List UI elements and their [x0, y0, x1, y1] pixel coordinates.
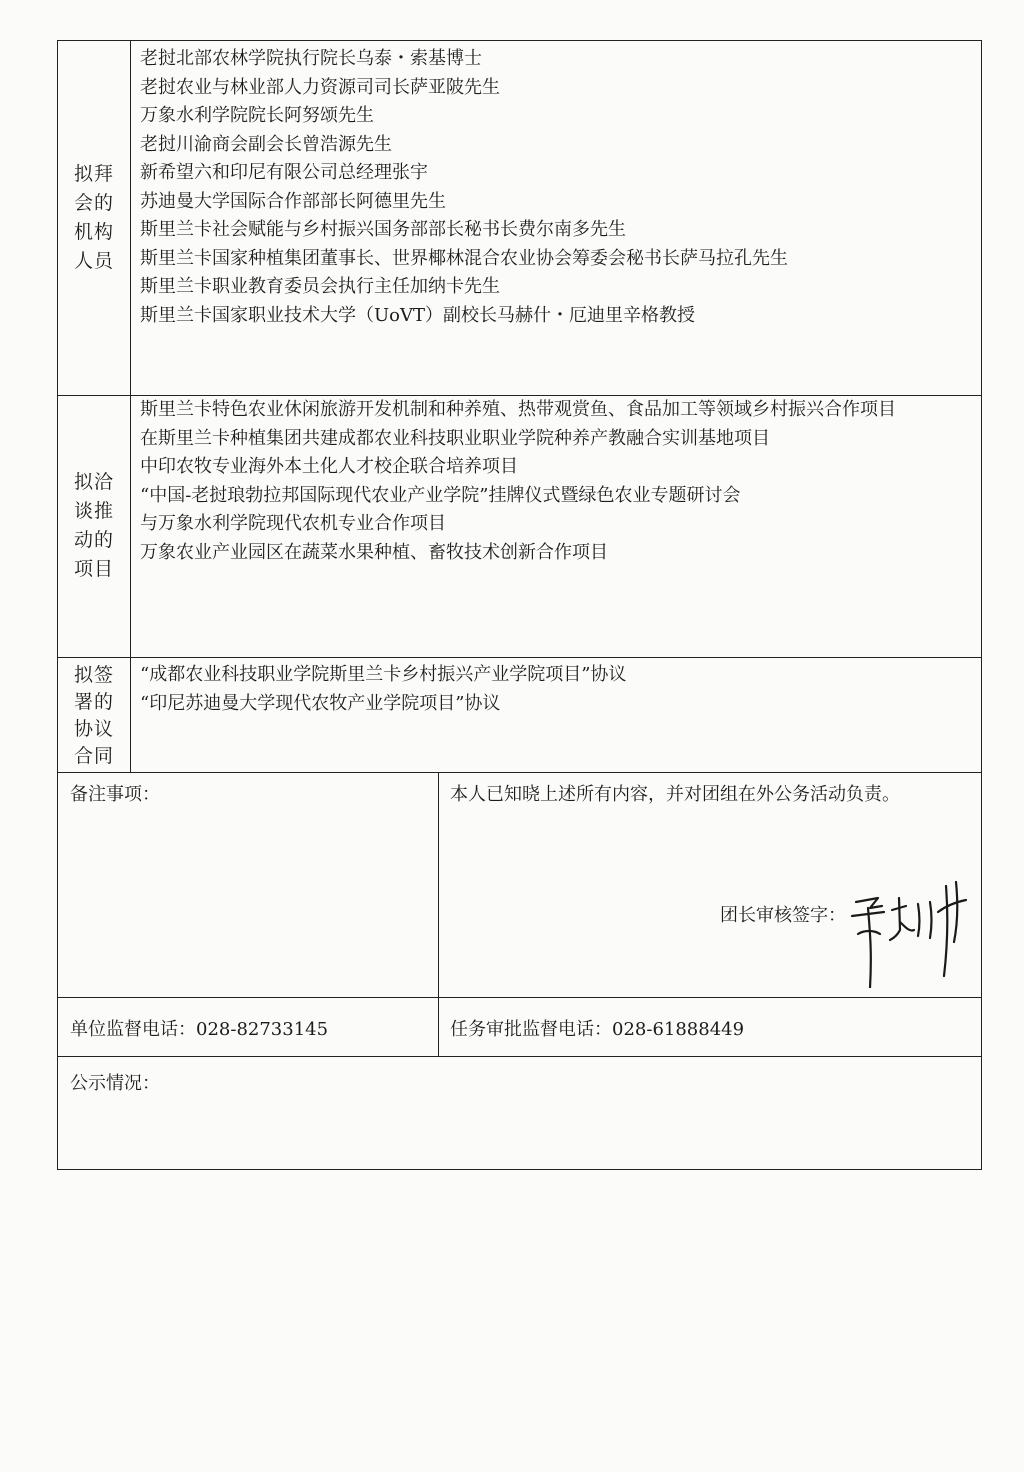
unit-phone-label: 单位监督电话：: [70, 1019, 196, 1040]
list-item: 与万象水利学院现代农机专业合作项目: [140, 513, 446, 534]
list-item: 斯里兰卡特色农业休闲旅游开发机制和种养殖、热带观赏鱼、食品加工等领域乡村振兴合作项目: [140, 399, 896, 420]
list-item: 万象水利学院院长阿努颂先生: [140, 105, 374, 126]
divider-phones-publicity: [57, 1056, 982, 1057]
projects-label-cell: [58, 395, 130, 657]
task-phone-label: 任务审批监督电话：: [450, 1019, 612, 1040]
list-item: 斯里兰卡职业教育委员会执行主任加纳卡先生: [140, 276, 500, 297]
agreements-list: [140, 661, 980, 718]
acknowledgement-text: 本人已知晓上述所有内容，并对团组在外公务活动负责。: [450, 784, 900, 805]
list-item: 斯里兰卡国家职业技术大学（UoVT）副校长马赫什・厄迪里辛格教授: [140, 304, 696, 326]
task-phone-number: 028-61888449: [612, 1019, 745, 1040]
unit-phone-number: 028-82733145: [196, 1019, 329, 1040]
visit-label-cell: [58, 40, 130, 395]
list-item: 苏迪曼大学国际合作部部长阿德里先生: [140, 190, 446, 212]
visit-label: 拟拜会的机构人员: [74, 162, 115, 272]
label-column-divider: [130, 40, 131, 772]
list-item: 在斯里兰卡种植集团共建成都农业科技职业职业学院种养产教融合实训基地项目: [140, 427, 770, 449]
visit-list: [140, 45, 980, 330]
list-item: “中国-老挝琅勃拉邦国际现代农业产业学院”挂牌仪式暨绿色农业专题研讨会: [140, 484, 741, 506]
list-item: 老挝北部农林学院执行院长乌泰・索基博士: [140, 48, 482, 69]
unit-phone: [70, 1017, 328, 1043]
list-item: 新希望六和印尼有限公司总经理张宇: [140, 162, 428, 183]
divider-remarks-phones: [57, 997, 982, 998]
signature-label: 团长审核签字：: [720, 905, 846, 926]
agreements-label-cell: [58, 659, 130, 772]
list-item: 斯里兰卡国家种植集团董事长、世界椰林混合农业协会筹委会秘书长萨马拉孔先生: [140, 247, 788, 269]
middle-column-divider: [438, 772, 439, 1056]
agreements-label: 拟签署的协议合同: [74, 663, 115, 767]
list-item: 斯里兰卡社会赋能与乡村振兴国务部部长秘书长费尔南多先生: [140, 219, 626, 240]
list-item: 老挝川渝商会副会长曾浩源先生: [140, 133, 392, 155]
projects-label: 拟洽谈推动的项目: [74, 471, 115, 580]
divider-agreements-remarks: [57, 772, 982, 773]
projects-list: [140, 396, 975, 567]
list-item: 万象农业产业园区在蔬菜水果种植、畜牧技术创新合作项目: [140, 541, 608, 563]
divider-projects-agreements: [57, 657, 982, 658]
list-item: 中印农牧专业海外本土化人才校企联合培养项目: [140, 456, 518, 477]
publicity-label: 公示情况：: [70, 1073, 160, 1094]
remarks-label: 备注事项：: [70, 784, 160, 805]
list-item: “印尼苏迪曼大学现代农牧产业学院项目”协议: [140, 692, 501, 714]
handwritten-signature: [848, 872, 972, 988]
list-item: 老挝农业与林业部人力资源司司长萨亚陂先生: [140, 76, 500, 98]
task-phone: [450, 1017, 744, 1043]
list-item: “成都农业科技职业学院斯里兰卡乡村振兴产业学院项目”协议: [140, 664, 627, 685]
